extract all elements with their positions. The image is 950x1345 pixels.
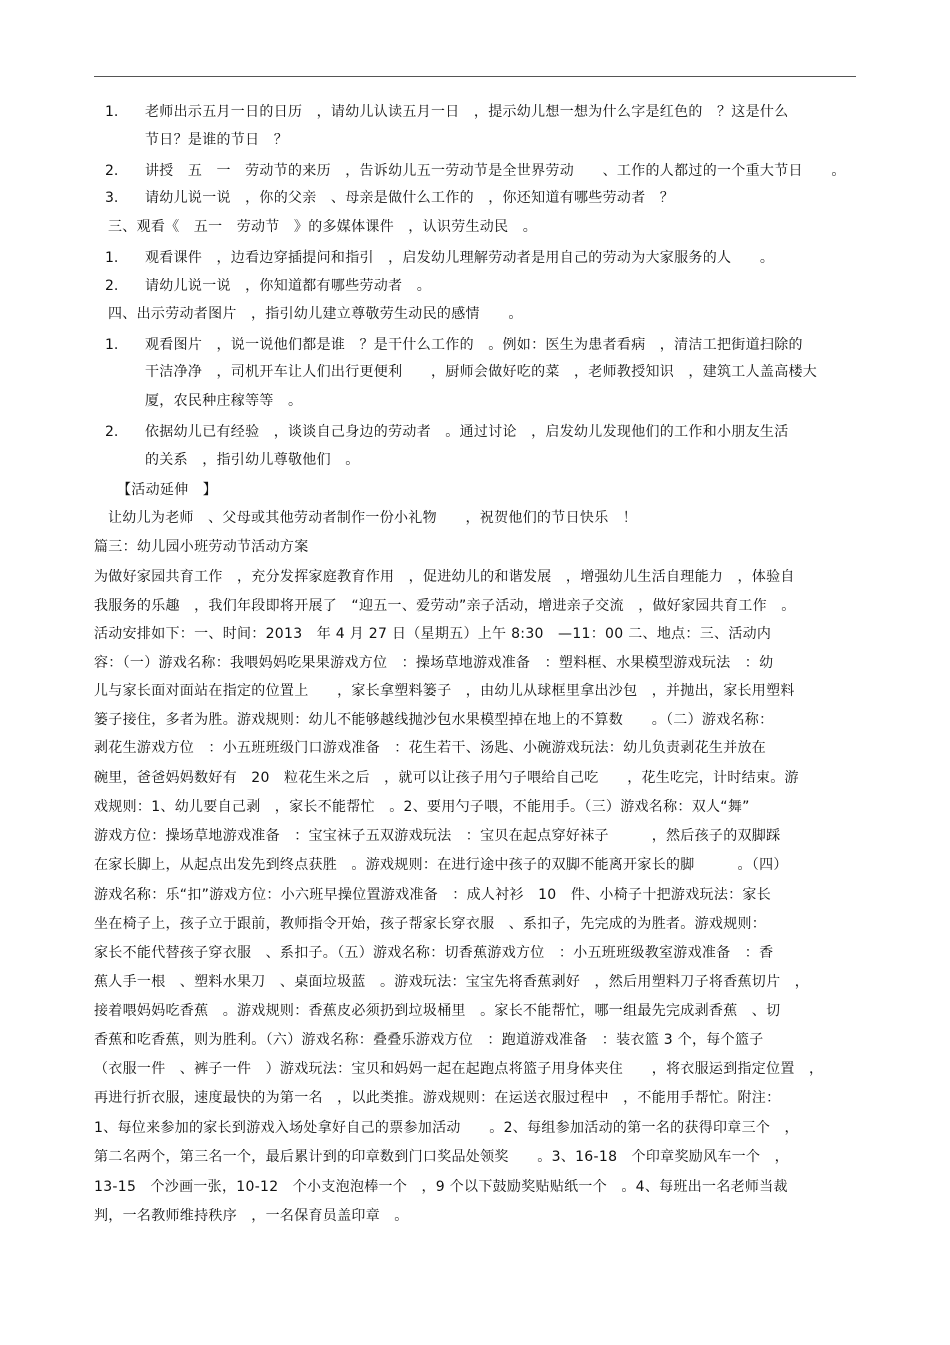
- text-line: 观看图片 ，说一说他们都是谁 ？是干什么工作的 。例如：医生为患者看病 ，清洁工把街道扫除的: [145, 337, 803, 353]
- text-line: 的关系 ，指引幼儿尊敬他们 。: [145, 452, 360, 468]
- text-line: 篓子接住，多者为胜。游戏规则：幼儿不能够越线抛沙包水果模型掉在地上的不算数 。（二）游戏名称：: [94, 712, 774, 728]
- text-line: （衣服一件 、裤子一件 ）游戏玩法：宝贝和妈妈一起在起跑点将篮子用身体夹住 ，将衣服运到指定位置 ，: [94, 1061, 824, 1077]
- text-line: 儿与家长面对面站在指定的位置上 ，家长拿塑料篓子 ，由幼儿从球框里拿出沙包 ，并抛出，家长用塑料: [94, 683, 795, 699]
- text-line: 篇三：幼儿园小班劳动节活动方案: [94, 539, 309, 555]
- text-line: 再进行折衣服，速度最快的为第一名 ，以此类推。游戏规则：在运送衣服过程中 ，不能用手帮忙。附注：: [94, 1090, 781, 1106]
- text-line: 请幼儿说一说 ，你知道都有哪些劳动者 。: [145, 278, 431, 294]
- text-line: 家长不能代替孩子穿衣服 、系扣子。（五）游戏名称：切香蕉游戏方位 ：小五班班级教室游戏准备 ：香: [94, 945, 774, 961]
- header-rule: [94, 76, 856, 77]
- text-line: 游戏方位：操场草地游戏准备 ：宝宝袜子五双游戏玩法 ：宝贝在起点穿好袜子 ，然后孩子的双脚踩: [94, 828, 781, 844]
- text-line: 为做好家园共育工作 ，充分发挥家庭教育作用 ，促进幼儿的和谐发展 ，增强幼儿生活自理能力 ，体验自: [94, 569, 795, 585]
- list-number: 1.: [105, 250, 119, 266]
- text-line: 依据幼儿已有经验 ，谈谈自己身边的劳动者 。通过讨论 ，启发幼儿发现他们的工作和小朋友生活: [145, 424, 789, 440]
- text-line: 四、出示劳动者图片 ，指引幼儿建立尊敬劳生动民的感情 。: [108, 306, 523, 322]
- text-line: 接着喂妈妈吃香蕉 。游戏规则：香蕉皮必须扔到垃圾桶里 。家长不能帮忙，哪一组最先完成剥香蕉 、切: [94, 1003, 781, 1019]
- text-line: 1、每位来参加的家长到游戏入场处拿好自己的票参加活动 。2、每组参加活动的第一名的获得印章三个 ，: [94, 1120, 799, 1136]
- text-line: 节日？是谁的节日 ？: [145, 132, 288, 148]
- text-line: 我服务的乐趣 ，我们年段即将开展了 “迎五一、爱劳动”亲子活动，增进亲子交流 ，做好家园共育工作 。: [94, 598, 796, 614]
- text-line: 老师出示五月一日的日历 ，请幼儿认读五月一日 ，提示幼儿想一想为什么字是红色的 ？这是什么: [145, 104, 789, 120]
- text-line: 干洁净净 ，司机开车让人们出行更便利 ，厨师会做好吃的菜 ，老师教授知识 ，建筑工人盖高楼大: [145, 364, 818, 380]
- text-line: 容：（一）游戏名称：我喂妈妈吃果果游戏方位 ：操场草地游戏准备 ：塑料框、水果模型游戏玩法 ：幼: [94, 655, 774, 671]
- text-line: 坐在椅子上，孩子立于跟前，教师指令开始，孩子帮家长穿衣服 、系扣子，先完成的为胜者。游戏规则：: [94, 916, 767, 932]
- text-line: 判，一名教师维持秩序 ，一名保育员盖印章 。: [94, 1208, 409, 1224]
- text-line: 香蕉和吃香蕉，则为胜利。（六）游戏名称：叠叠乐游戏方位 ：跑道游戏准备 ：装衣篮 3 个，每个篮子: [94, 1032, 764, 1048]
- list-number: 3.: [105, 190, 119, 206]
- list-number: 2.: [105, 163, 119, 179]
- text-line: 游戏名称：乐“扣”游戏方位：小六班早操位置游戏准备 ：成人衬衫 10 件、小椅子十把游戏玩法：家长: [94, 887, 772, 903]
- text-line: 厦，农民种庄稼等等 。: [145, 393, 303, 409]
- text-line: 碗里，爸爸妈妈数好有 20 粒花生米之后 ，就可以让孩子用勺子喂给自己吃 ，花生吃完，计时结束。游: [94, 770, 799, 786]
- text-line: 【活动延伸 】: [117, 482, 218, 498]
- text-line: 在家长脚上，从起点出发先到终点获胜 。游戏规则：在进行途中孩子的双脚不能离开家长的脚 。（四）: [94, 857, 788, 873]
- list-number: 1.: [105, 104, 119, 120]
- text-line: 活动安排如下：一、时间：2013 年 4 月 27 日（星期五）上午 8:30 —11：00 二、地点：三、活动内: [94, 626, 772, 642]
- text-line: 请幼儿说一说 ，你的父亲 、母亲是做什么工作的 ，你还知道有哪些劳动者 ？: [145, 190, 675, 206]
- list-number: 1.: [105, 337, 119, 353]
- text-line: 蕉人手一根 、塑料水果刀 、桌面垃圾蓝 。游戏玩法：宝宝先将香蕉剥好 ，然后用塑料刀子将香蕉切片 ，: [94, 974, 809, 990]
- text-line: 三、观看《 五一 劳动节 》的多媒体课件 ，认识劳生动民 。: [108, 219, 537, 235]
- text-line: 第二名两个，第三名一个，最后累计到的印章数到门口奖品处领奖 。3、16-18 个印章奖励风车一个 ，: [94, 1149, 789, 1165]
- text-line: 观看课件 ，边看边穿插提问和指引 ，启发幼儿理解劳动者是用自己的劳动为大家服务的人 。: [145, 250, 775, 266]
- text-line: 戏规则：1、幼儿要自己剥 ，家长不能帮忙 。2、要用勺子喂，不能用手。（三）游戏名称：双人“舞”: [94, 799, 750, 815]
- list-number: 2.: [105, 278, 119, 294]
- text-line: 讲授 五 一 劳动节的来历 ，告诉幼儿五一劳动节是全世界劳动 、工作的人都过的一个重大节日 。: [145, 163, 846, 179]
- text-line: 13-15 个沙画一张，10-12 个小支泡泡棒一个 ，9 个以下鼓励奖贴贴纸一个 。4、每班出一名老师当裁: [94, 1179, 788, 1195]
- text-line: 剥花生游戏方位 ：小五班班级门口游戏准备 ：花生若干、汤匙、小碗游戏玩法：幼儿负责剥花生并放在: [94, 740, 767, 756]
- text-line: 让幼儿为老师 、父母或其他劳动者制作一份小礼物 ，祝贺他们的节日快乐 ！: [108, 510, 638, 526]
- list-number: 2.: [105, 424, 119, 440]
